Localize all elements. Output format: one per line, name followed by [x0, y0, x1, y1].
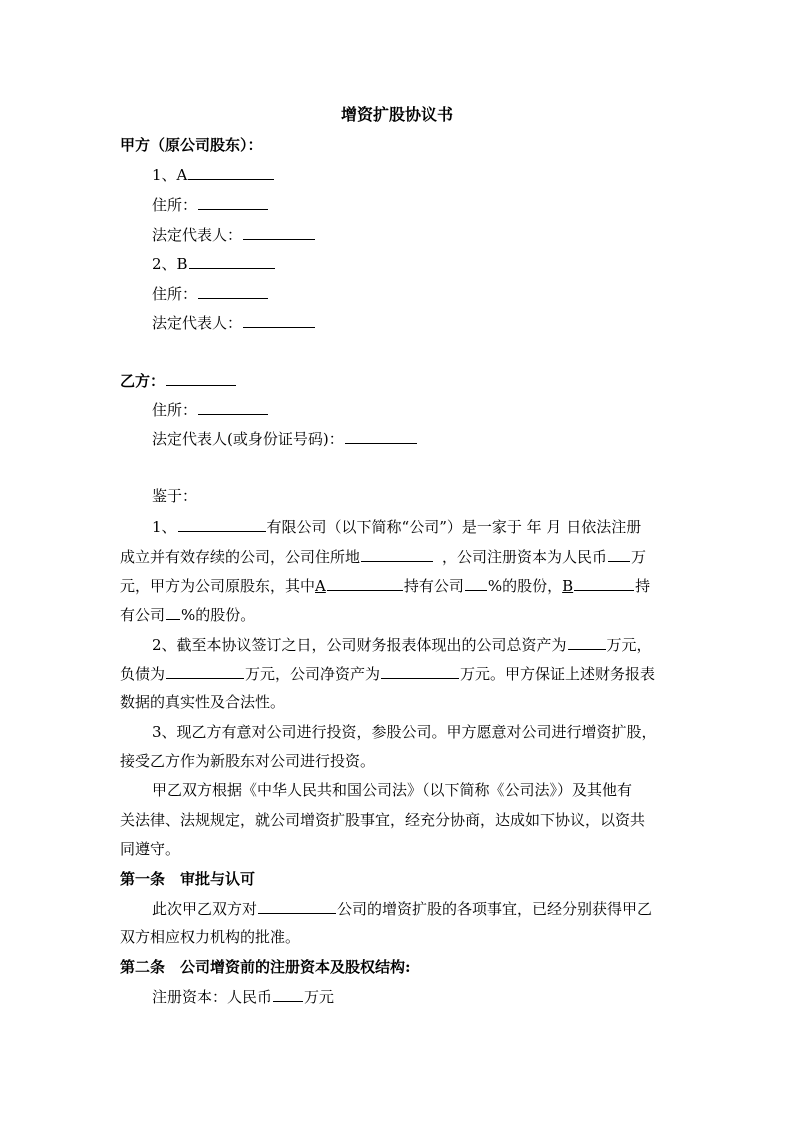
total-assets-blank [568, 634, 606, 650]
party-a-item-1-blank [188, 164, 274, 180]
party-b-rep [152, 428, 418, 448]
article-2-heading: 第二条 公司增资前的注册资本及股权结构: [120, 958, 411, 976]
party-b-blank [166, 370, 236, 386]
text: ，公司注册资本为人民币 [442, 548, 608, 566]
party-b-heading: 乙方： [120, 372, 166, 390]
rep-blank [243, 224, 315, 240]
whereas-p3-line1: 3、现乙方有意对公司进行投资，参股公司。甲方愿意对公司进行增资扩股， [152, 723, 657, 741]
text: 万元 [304, 988, 335, 1006]
whereas-p2-line3: 数据的真实性及合法性。 [120, 693, 286, 711]
rep-label: 法定代表人： [152, 226, 243, 244]
text: 成立并有效存续的公司，公司住所地 [120, 548, 361, 566]
whereas-p1-line3 [120, 575, 650, 595]
whereas-p1-line1 [152, 516, 641, 536]
net-assets-blank [381, 663, 459, 679]
text: 负债为 [120, 665, 166, 683]
party-a-item-1 [152, 164, 275, 184]
party-a-item-2-blank [189, 253, 275, 269]
address-label: 住所： [152, 401, 198, 419]
text: 公司的增资扩股的各项事宜，已经分别获得甲乙 [337, 900, 653, 918]
article-1-heading: 第一条 审批与认可 [120, 870, 256, 888]
whereas-p1-line4 [120, 604, 255, 624]
liabilities-blank [166, 663, 244, 679]
text: 万元。甲方保证上述财务报表 [460, 665, 656, 683]
party-a-item-2-rep [152, 312, 316, 332]
party-a-heading: 甲方（原公司股东）： [120, 136, 263, 154]
text: 元，甲方为公司原股东，其中 [120, 577, 316, 595]
rep-blank [345, 428, 417, 444]
party-a-item-1-rep [152, 224, 316, 244]
party-a-item-2-address [152, 283, 269, 303]
address-blank [198, 283, 268, 299]
text: A [315, 577, 326, 595]
party-a-item-1-address [152, 194, 269, 214]
whereas-p2-line2 [120, 663, 655, 683]
text: 万元，公司净资产为 [245, 665, 381, 683]
whereas-p2-line1 [152, 634, 652, 654]
party-b-address [152, 399, 269, 419]
address-blank [198, 399, 268, 415]
rep-label: 法定代表人(或身份证号码)： [152, 430, 344, 448]
address-blank [361, 546, 433, 562]
address-blank [198, 194, 268, 210]
address-label: 住所： [152, 285, 198, 303]
whereas-p4-line3: 同遵守。 [120, 840, 181, 858]
text: 1、 [152, 518, 177, 536]
percent-a-blank [465, 575, 487, 591]
text: 持有公司 [403, 577, 464, 595]
text: 万元， [606, 636, 652, 654]
text: 注册资本：人民币 [152, 988, 273, 1006]
whereas-p1-line2 [120, 546, 646, 566]
article-2-line1 [152, 986, 334, 1006]
shareholder-a-blank [327, 575, 403, 591]
company-name-blank [178, 516, 266, 532]
capital-blank [608, 546, 630, 562]
whereas-heading: 鉴于： [152, 487, 198, 505]
text: 此次甲乙双方对 [152, 900, 258, 918]
rep-label: 法定代表人： [152, 314, 243, 332]
whereas-p3-line2: 接受乙方作为新股东对公司进行投资。 [120, 752, 376, 770]
text: %的股份， [487, 577, 563, 595]
text: 有公司 [120, 606, 166, 624]
text: B [562, 577, 574, 595]
text: 持 [635, 577, 651, 595]
address-label: 住所： [152, 196, 198, 214]
party-b-heading-line [120, 370, 237, 390]
text: %的股份。 [181, 606, 256, 624]
percent-b-blank [166, 604, 180, 620]
party-a-item-2-label: 2、B [152, 255, 188, 273]
article-1-line2: 双方相应权力机构的批准。 [120, 928, 301, 946]
rep-blank [243, 312, 315, 328]
party-a-item-2 [152, 253, 276, 273]
text: 万 [631, 548, 647, 566]
text: 2、截至本协议签订之日，公司财务报表体现出的公司总资产为 [152, 636, 567, 654]
article-1-line1 [152, 898, 652, 918]
whereas-p4-line1: 甲乙双方根据《中华人民共和国公司法》（以下简称《公司法》）及其他有 [152, 781, 633, 799]
text: 有限公司（以下简称“公司”）是一家于 年 月 日依法注册 [266, 518, 642, 536]
party-a-item-1-label: 1、A [152, 166, 188, 184]
whereas-p4-line2: 关法律、法规规定，就公司增资扩股事宜，经充分协商，达成如下协议，以资共 [120, 811, 646, 829]
registered-capital-blank [273, 986, 303, 1002]
shareholder-b-blank [574, 575, 634, 591]
document-title: 增资扩股协议书 [340, 105, 453, 124]
company-blank [258, 898, 336, 914]
